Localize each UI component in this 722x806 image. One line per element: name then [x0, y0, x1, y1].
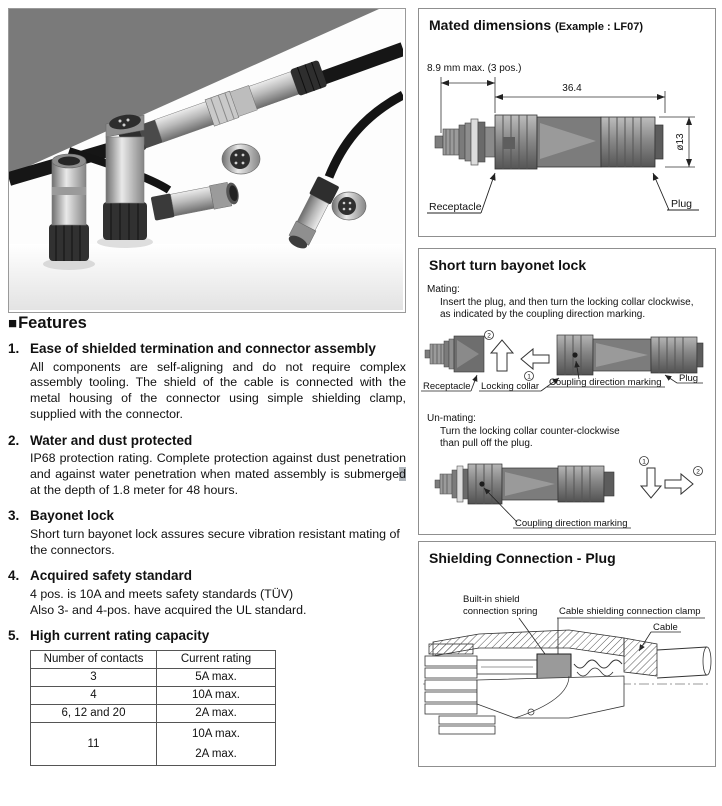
features-heading	[8, 314, 406, 333]
contacts-cell: 6, 12 and 20	[31, 704, 157, 722]
coupling-marking-label: Coupling direction marking	[515, 518, 628, 529]
feature-body	[30, 587, 406, 619]
rating-cell: 2A max.	[157, 704, 276, 722]
contacts-cell: 3	[31, 668, 157, 686]
feature-body: All components are self-aligning and do not require complex assembly tooling. The shield of the cable is connected with the metal housing of the connector using simple shielding clamp, supplied with the connector.	[30, 359, 406, 421]
feature-item-5	[8, 627, 406, 766]
shielding-connection-box	[418, 541, 716, 767]
shield-spring-label-line1: Built-in shield	[463, 594, 520, 605]
cable-label: Cable	[653, 622, 678, 633]
table-header-row	[31, 650, 276, 668]
plug-label: Plug	[679, 373, 699, 384]
rating-line: 10A max.	[192, 727, 240, 740]
feature-title: Acquired safety standard	[30, 568, 193, 584]
feature-title: Ease of shielded termination and connector assembly	[30, 341, 376, 356]
shield-spring-label-line2: connection spring	[463, 606, 538, 617]
rating-cell	[157, 722, 276, 765]
features-section	[8, 314, 406, 775]
coupling-marking-label: Coupling direction marking	[549, 377, 662, 388]
feature-item-2	[8, 432, 406, 499]
shielding-connection-title: Shielding Connection - Plug	[429, 550, 616, 566]
feature-number: 2.	[8, 432, 20, 448]
col-header-rating: Current rating	[157, 650, 276, 668]
step-number: 1	[642, 458, 646, 466]
feature-body: Short turn bayonet lock assures secure vibration resistant mating of the connectors.	[30, 526, 400, 557]
locking-collar-label: Locking collar	[481, 381, 540, 392]
feature-number: 4.	[8, 568, 20, 584]
shielding-diagram	[419, 572, 713, 762]
unmating-diagram	[419, 452, 713, 532]
square-bullet-icon: ■	[8, 315, 18, 332]
mated-dimensions-box	[418, 8, 716, 237]
feature-number: 5.	[8, 628, 20, 644]
feature-number: 3.	[8, 508, 20, 524]
feature-body-line: 4 pos. is 10A and meets safety standards (TÜV)	[30, 586, 294, 601]
mated-dimensions-title: Mated dimensions (Example : LF07)	[429, 17, 644, 33]
rating-cell: 10A max.	[157, 686, 276, 704]
receptacle-label: Receptacle	[423, 381, 471, 392]
unmating-instruction-line: than pull off the plug.	[440, 438, 533, 449]
clamp-label: Cable shielding connection clamp	[559, 606, 701, 617]
table-row	[31, 722, 276, 765]
mated-dimensions-subtitle: (Example : LF07)	[555, 21, 644, 33]
feature-item-3	[8, 507, 406, 558]
feature-body: IP68 protection rating. Complete protection against dust penetration and against water penetration when mated assembly is submerged at the depth of 1.8 meter for 48 hours.	[30, 451, 406, 497]
contacts-cell: 4	[31, 686, 157, 704]
bayonet-lock-title: Short turn bayonet lock	[429, 257, 587, 273]
feature-body-line: Also 3- and 4-pos. have acquired the UL standard.	[30, 602, 307, 617]
table-row	[31, 704, 276, 722]
step-number: 2	[487, 332, 491, 340]
dim-length-label: 36.4	[562, 83, 582, 94]
unmating-label: Un-mating:	[427, 413, 476, 424]
step-number: 2	[696, 468, 700, 476]
feature-item-1	[8, 340, 406, 423]
connectors-photo-illustration	[9, 9, 403, 310]
mating-instruction-line: Insert the plug, and then turn the locking collar clockwise,	[440, 297, 694, 308]
mating-diagram	[419, 323, 713, 393]
rating-line: 2A max.	[195, 747, 237, 760]
unmating-instruction-line: Turn the locking collar counter-clockwise	[440, 426, 620, 437]
product-photo	[8, 8, 406, 313]
feature-title: High current rating capacity	[30, 628, 210, 644]
rating-cell: 5A max.	[157, 668, 276, 686]
feature-title: Water and dust protected	[30, 432, 193, 448]
table-row	[31, 668, 276, 686]
dim-diameter-label: ø13	[675, 133, 686, 151]
dim-front-label: 8.9 mm max. (3 pos.)	[427, 63, 522, 74]
feature-item-4	[8, 567, 406, 618]
bayonet-lock-box	[418, 248, 716, 535]
mating-instruction-line: as indicated by the coupling direction marking.	[440, 309, 646, 320]
col-header-contacts: Number of contacts	[31, 650, 157, 668]
receptacle-label: Receptacle	[429, 201, 482, 213]
current-rating-table	[30, 650, 276, 766]
feature-title: Bayonet lock	[30, 508, 115, 524]
features-heading-text: Features	[18, 314, 87, 332]
highlighted-character: d	[399, 466, 406, 481]
table-row	[31, 686, 276, 704]
contacts-cell: 11	[31, 722, 157, 765]
step-number: 1	[527, 373, 531, 381]
feature-number: 1.	[8, 341, 20, 356]
mated-dimensions-diagram	[419, 39, 713, 234]
plug-label: Plug	[671, 198, 693, 210]
mating-label: Mating:	[427, 284, 460, 295]
